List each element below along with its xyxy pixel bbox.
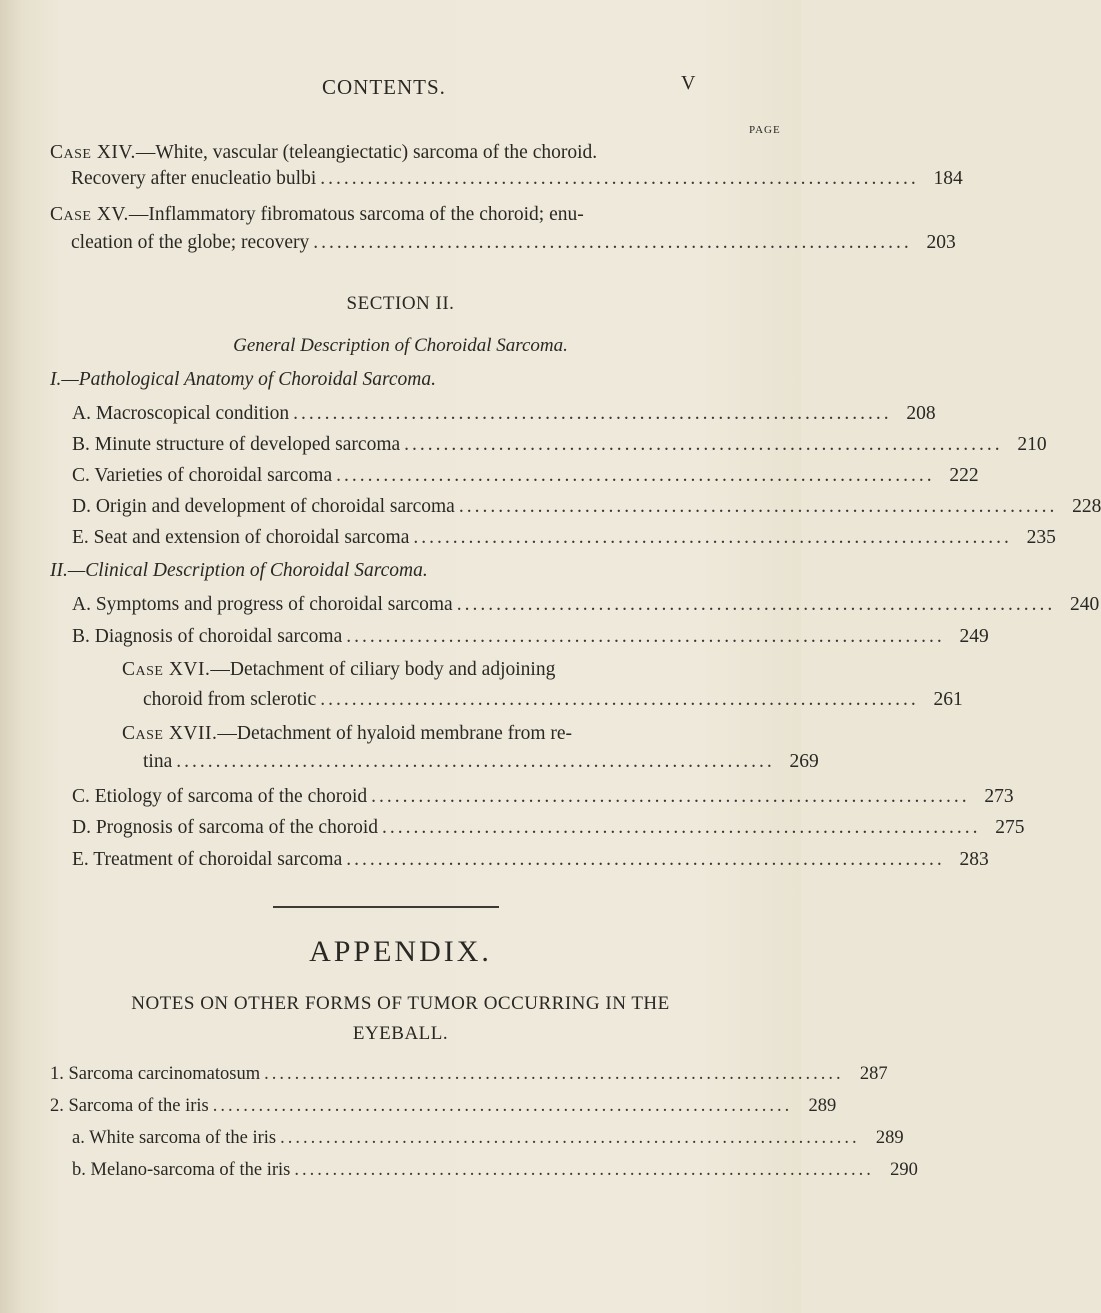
toc-entry-case-15 <box>71 232 956 262</box>
dot-leader: ............................................................................ <box>264 1064 844 1084</box>
toc-entry-case-17 <box>143 751 819 781</box>
toc-entry-page: 203 <box>926 232 956 253</box>
dot-leader: ............................................................................ <box>336 465 935 486</box>
toc-entry-2a <box>72 594 1100 624</box>
toc-entry-page: 283 <box>959 849 989 870</box>
toc-entry-text: A. Macroscopical condition <box>72 403 290 424</box>
dot-leader: ............................................................................ <box>404 434 1003 455</box>
case-16-label: Case XVI. <box>122 659 211 680</box>
case-15-text: —Inflammatory fibromatous sarcoma of the choroid; enu- <box>128 204 584 225</box>
dot-leader: ............................................................................ <box>413 527 1012 548</box>
toc-entry-2e <box>72 849 989 879</box>
toc-entry-text: B. Diagnosis of choroidal sarcoma <box>72 626 343 647</box>
appendix-subheading-line1: NOTES ON OTHER FORMS OF TUMOR OCCURRING IN THE <box>131 993 670 1014</box>
toc-entry-page: 210 <box>1017 434 1047 455</box>
dot-leader: ............................................................................ <box>456 594 1056 615</box>
dot-leader: ............................................................................ <box>293 403 892 424</box>
appendix-heading: APPENDIX. <box>309 935 492 968</box>
dot-leader: ............................................................................ <box>346 626 945 647</box>
part-2-heading: II.—Clinical Description of Choroidal Sarcoma. <box>50 560 428 581</box>
toc-entry-page: 184 <box>933 168 963 189</box>
toc-entry-text: C. Etiology of sarcoma of the choroid <box>72 786 368 807</box>
dot-leader: ............................................................................ <box>320 168 919 189</box>
toc-entry-page: 289 <box>875 1128 904 1148</box>
toc-entry-text: B. Minute structure of developed sarcoma <box>72 434 401 455</box>
toc-entry-text: Recovery after enucleatio bulbi <box>71 168 317 189</box>
dot-leader: ............................................................................ <box>346 849 945 870</box>
dot-leader: ............................................................................ <box>313 232 912 253</box>
toc-entry-page: 222 <box>949 465 979 486</box>
section-subtitle: General Description of Choroidal Sarcoma. <box>233 335 568 356</box>
appendix-entry-2 <box>50 1096 837 1126</box>
toc-entry-page: 273 <box>984 786 1014 807</box>
appendix-entry-2b <box>72 1160 918 1190</box>
appendix-entry-1 <box>50 1064 888 1094</box>
case-17-line1 <box>122 723 572 745</box>
running-header-title: CONTENTS. <box>322 75 446 99</box>
toc-entry-page: 269 <box>789 751 819 772</box>
toc-entry-page: 289 <box>808 1096 837 1116</box>
toc-entry-2d <box>72 817 1025 847</box>
dot-leader: ............................................................................ <box>381 817 981 838</box>
case-17-label: Case XVII. <box>122 723 218 744</box>
toc-entry-page: 290 <box>890 1160 918 1180</box>
dot-leader: ............................................................................ <box>371 786 970 807</box>
toc-entry-page: 228 <box>1072 496 1101 517</box>
toc-entry-1e <box>72 527 1056 557</box>
case-15-line1 <box>50 204 584 226</box>
case-16-text: —Detachment of ciliary body and adjoining <box>210 659 556 680</box>
section-heading: SECTION II. <box>346 293 455 314</box>
toc-entry-page: 249 <box>959 626 989 647</box>
dot-leader: ............................................................................ <box>320 689 919 710</box>
toc-entry-1c <box>72 465 979 495</box>
toc-entry-text: 2. Sarcoma of the iris <box>50 1096 209 1116</box>
toc-entry-text: E. Treatment of choroidal sarcoma <box>72 849 343 870</box>
toc-entry-case-16 <box>143 689 963 719</box>
case-17-text: —Detachment of hyaloid membrane from re- <box>217 723 573 744</box>
toc-entry-page: 287 <box>859 1064 888 1084</box>
toc-entry-text: tina <box>143 751 173 772</box>
section-divider <box>273 906 499 908</box>
toc-entry-page: 261 <box>933 689 963 710</box>
appendix-subheading-line2: EYEBALL. <box>352 1023 449 1044</box>
case-14-label: Case XIV. <box>50 142 136 163</box>
toc-entry-page: 235 <box>1026 527 1056 548</box>
toc-entry-1b <box>72 434 1047 464</box>
toc-entry-1a <box>72 403 936 433</box>
toc-entry-case-14 <box>71 168 963 198</box>
toc-entry-text: D. Origin and development of choroidal sarcoma <box>72 496 455 517</box>
toc-entry-text: C. Varieties of choroidal sarcoma <box>72 465 333 486</box>
running-header-page-number: V <box>681 72 696 94</box>
dot-leader: ............................................................................ <box>212 1096 793 1116</box>
toc-entry-page: 208 <box>906 403 936 424</box>
toc-entry-text: A. Symptoms and progress of choroidal sarcoma <box>72 594 453 615</box>
toc-entry-text: D. Prognosis of sarcoma of the choroid <box>72 817 378 838</box>
toc-entry-text: 1. Sarcoma carcinomatosum <box>50 1064 261 1084</box>
dot-leader: ............................................................................ <box>280 1128 860 1148</box>
page-column-label: PAGE <box>749 124 781 136</box>
case-14-line1 <box>50 142 597 164</box>
toc-entry-page: 275 <box>995 817 1025 838</box>
toc-entry-2c <box>72 786 1014 816</box>
part-1-heading: I.—Pathological Anatomy of Choroidal Sarcoma. <box>50 369 437 390</box>
dot-leader: ............................................................................ <box>176 751 775 772</box>
dot-leader: ............................................................................ <box>294 1160 874 1180</box>
case-14-text: —White, vascular (teleangiectatic) sarcoma of the choroid. <box>135 142 598 163</box>
dot-leader: ............................................................................ <box>458 496 1058 517</box>
toc-entry-text: E. Seat and extension of choroidal sarcoma <box>72 527 410 548</box>
toc-entry-page: 240 <box>1069 594 1100 615</box>
case-15-label: Case XV. <box>50 204 129 225</box>
case-16-line1 <box>122 659 555 681</box>
toc-entry-text: cleation of the globe; recovery <box>71 232 310 253</box>
toc-entry-text: choroid from sclerotic <box>143 689 317 710</box>
toc-entry-1d <box>72 496 1101 526</box>
appendix-entry-2a <box>72 1128 904 1158</box>
toc-entry-2b <box>72 626 989 656</box>
toc-entry-text: a. White sarcoma of the iris <box>72 1128 277 1148</box>
toc-entry-text: b. Melano-sarcoma of the iris <box>72 1160 291 1180</box>
